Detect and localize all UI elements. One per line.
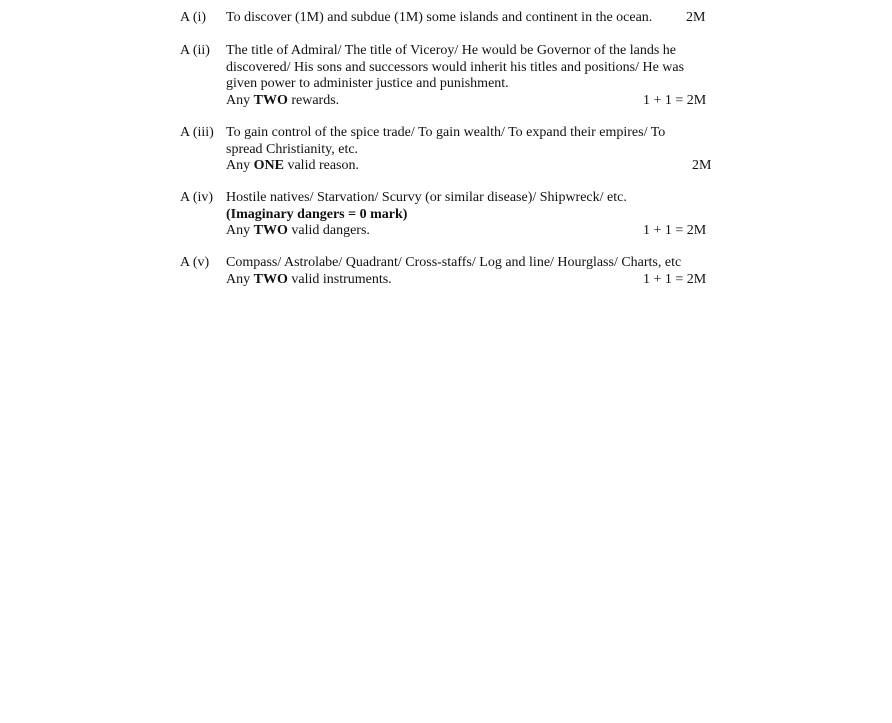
- criterion-suffix: valid reason.: [283, 158, 359, 173]
- item-label: A (iv): [180, 190, 214, 205]
- criterion-prefix: Any: [226, 92, 254, 108]
- answer-row: [226, 10, 706, 27]
- criterion-count: TWO: [253, 271, 288, 287]
- mark-allocation: 1 + 1 = 2M: [643, 223, 707, 238]
- answer-text-line: Compass/ Astrolabe/ Quadrant/ Cross-staffs/ Log and line/ Hourglass/ Charts, etc: [226, 255, 682, 270]
- item-body: [226, 255, 707, 288]
- answer-text-line: The title of Admiral/ The title of Viceroy/ He would be Governor of the lands he: [226, 43, 677, 58]
- criterion-row: [226, 158, 712, 175]
- criterion-prefix: Any: [226, 271, 254, 287]
- item-body: [226, 125, 712, 175]
- item-label: A (v): [180, 255, 210, 270]
- criterion-suffix: valid dangers.: [287, 223, 370, 238]
- answer-text-line: To gain control of the spice trade/ To gain wealth/ To expand their empires/ To: [226, 125, 666, 140]
- criterion-count: TWO: [253, 92, 288, 108]
- mark-allocation: 1 + 1 = 2M: [643, 92, 707, 108]
- criterion-prefix: Any: [226, 158, 254, 173]
- answer-text-line: Hostile natives/ Starvation/ Scurvy (or similar disease)/ Shipwreck/ etc.: [226, 190, 627, 205]
- answer-text-line: To discover (1M) and subdue (1M) some islands and continent in the ocean.: [226, 10, 653, 25]
- item-body: [226, 190, 707, 240]
- item-label: A (i): [180, 10, 207, 25]
- mark-allocation: 1 + 1 = 2M: [643, 271, 707, 287]
- answer-text-line: spread Christianity, etc.: [226, 141, 359, 157]
- mark-allocation: 2M: [686, 10, 706, 25]
- criterion-row: [226, 92, 707, 110]
- scoring-note: (Imaginary dangers = 0 mark): [226, 206, 408, 222]
- criterion-suffix: rewards.: [287, 92, 340, 108]
- item-body: [226, 10, 706, 27]
- item-body: [226, 43, 707, 109]
- criterion-prefix: Any: [226, 223, 254, 238]
- item-label: A (iii): [180, 125, 214, 140]
- criterion-count: TWO: [253, 223, 288, 238]
- criterion-count: ONE: [253, 158, 284, 173]
- answer-text-line: given power to administer justice and punishment.: [226, 76, 509, 91]
- criterion-row: [226, 271, 707, 289]
- item-label: A (ii): [180, 43, 210, 58]
- mark-allocation: 2M: [692, 158, 712, 173]
- criterion-suffix: valid instruments.: [287, 271, 392, 287]
- criterion-row: [226, 223, 707, 240]
- answer-text-line: discovered/ His sons and successors would inherit his titles and positions/ He was: [226, 59, 685, 75]
